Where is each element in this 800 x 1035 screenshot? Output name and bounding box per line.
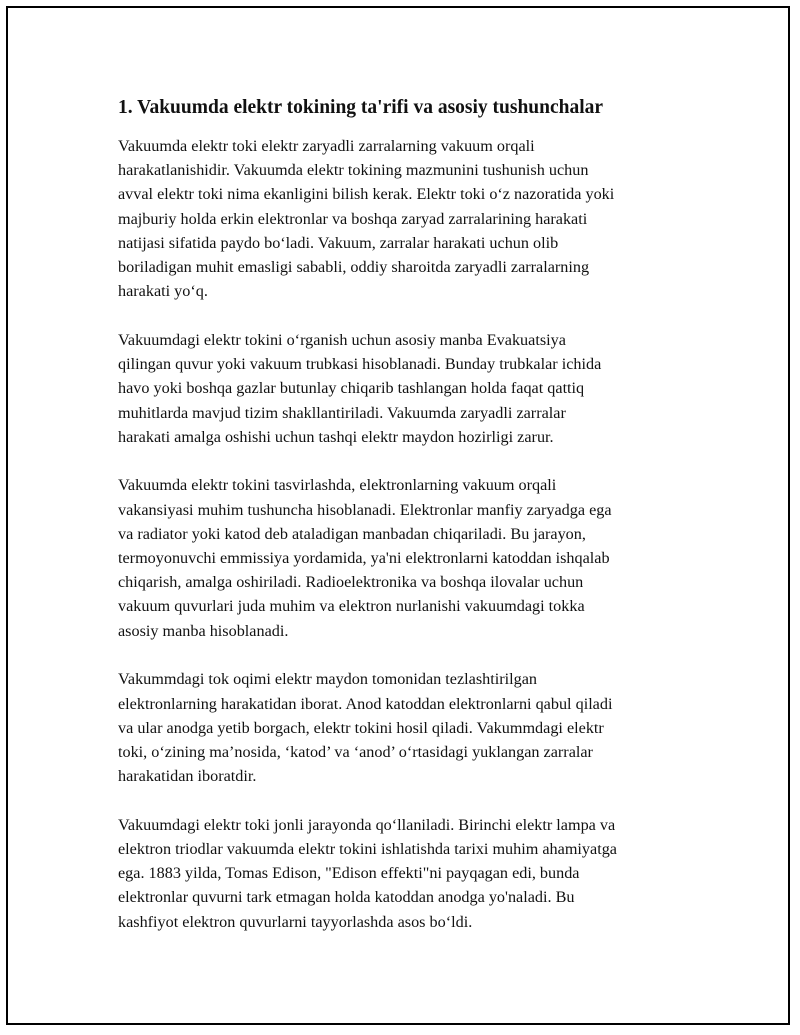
text-line: muhitlarda mavjud tizim shakllantiriladi. Vakuumda zaryadli zarralar xyxy=(118,403,566,422)
text-line: boriladigan muhit emasligi sababli, oddiy sharoitda zaryadli zarralarning xyxy=(118,258,590,277)
text-line: toki, o‘zining ma’nosida, ‘katod’ va ‘anod’ o‘rtasidagi yuklangan zarralar xyxy=(118,742,593,761)
text-line: kashfiyot elektron quvurlarni tayyorlashda asos bo‘ldi. xyxy=(118,912,473,931)
paragraph-4 xyxy=(118,667,698,788)
text-line: natijasi sifatida paydo bo‘ladi. Vakuum, zarralar harakati uchun olib xyxy=(118,233,559,252)
text-line: ega. 1883 yilda, Tomas Edison, "Edison effekti"ni payqagan edi, bunda xyxy=(118,864,580,883)
text-line: chiqarish, amalga oshiriladi. Radioelektronika va boshqa ilovalar uchun xyxy=(118,573,584,592)
paragraph-2 xyxy=(118,328,698,449)
text-line: havo yoki boshqa gazlar butunlay chiqarib tashlangan holda faqat qattiq xyxy=(118,379,585,398)
text-line: elektronlarning harakatidan iborat. Anod katoddan elektronlarni qabul qiladi xyxy=(118,694,613,713)
text-line: termoyonuvchi emmissiya yordamida, ya'ni elektronlarni katoddan ishqalab xyxy=(118,549,610,568)
text-line: va radiator yoki katod deb ataladigan manbadan chiqariladi. Bu jarayon, xyxy=(118,524,586,543)
text-line: va ular anodga yetib borgach, elektr tokini hosil qiladi. Vakummdagi elektr xyxy=(118,718,604,737)
text-line: harakatidan iboratdir. xyxy=(118,767,257,786)
text-line: vakuum quvurlari juda muhim va elektron nurlanishi vakuumdagi tokka xyxy=(118,597,585,616)
paragraph-5 xyxy=(118,813,698,934)
text-line: avval elektr toki nima ekanligini bilish kerak. Elektr toki o‘z nazoratida yoki xyxy=(118,185,615,204)
paragraph-1 xyxy=(118,134,698,303)
text-line: Vakuumdagi elektr toki jonli jarayonda qo‘llaniladi. Birinchi elektr lampa va xyxy=(118,815,616,834)
document-page xyxy=(118,96,698,958)
paragraph-3 xyxy=(118,473,698,642)
text-line: Vakummdagi tok oqimi elektr maydon tomonidan tezlashtirilgan xyxy=(118,670,537,689)
text-line: harakatlanishidir. Vakuumda elektr tokining mazmunini tushunish uchun xyxy=(118,161,589,180)
text-line: Vakuumda elektr toki elektr zaryadli zarralarning vakuum orqali xyxy=(118,137,535,155)
text-line: harakati yo‘q. xyxy=(118,282,208,301)
text-line: Vakuumda elektr tokini tasvirlashda, elektronlarning vakuum orqali xyxy=(118,476,557,495)
text-line: qilingan quvur yoki vakuum trubkasi hisoblanadi. Bunday trubkalar ichida xyxy=(118,355,602,374)
text-line: majburiy holda erkin elektronlar va boshqa zaryad zarralarining harakati xyxy=(118,209,588,228)
text-line: Vakuumdagi elektr tokini o‘rganish uchun asosiy manba Evakuatsiya xyxy=(118,330,566,349)
text-line: harakati amalga oshishi uchun tashqi elektr maydon hozirligi zarur. xyxy=(118,427,554,446)
text-line: asosiy manba hisoblanadi. xyxy=(118,621,289,640)
text-line: vakansiyasi muhim tushuncha hisoblanadi. Elektronlar manfiy zaryadga ega xyxy=(118,500,612,519)
text-line: elektronlar quvurni tark etmagan holda katoddan anodga yo'naladi. Bu xyxy=(118,888,575,907)
text-line: elektron triodlar vakuumda elektr tokini ishlatishda tarixi muhim ahamiyatga xyxy=(118,840,617,859)
section-heading: 1. Vakuumda elektr tokining ta'rifi va asosiy tushunchalar xyxy=(118,97,604,118)
